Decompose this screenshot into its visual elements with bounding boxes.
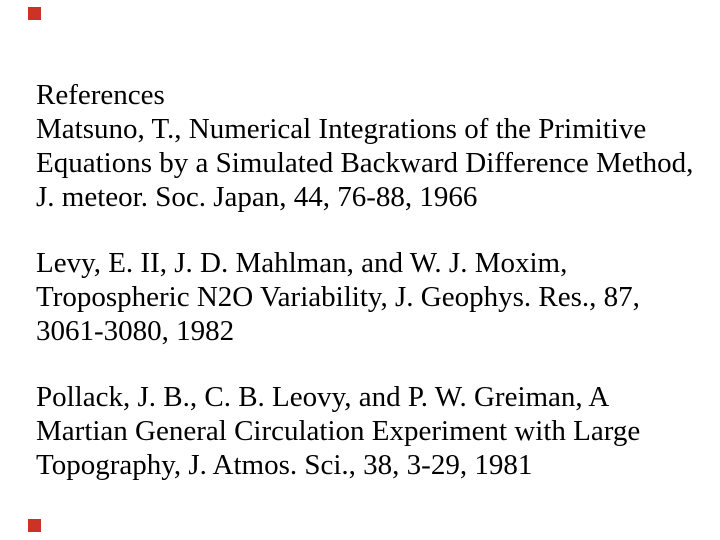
reference-line: J. meteor. Soc. Japan, 44, 76-88, 1966: [36, 181, 478, 213]
accent-square-top: [28, 7, 41, 20]
reference-line: Tropospheric N2O Variability, J. Geophys. Res., 87,: [36, 281, 640, 313]
reference-line: Equations by a Simulated Backward Difference Method,: [36, 147, 694, 179]
reference-line: Pollack, J. B., C. B. Leovy, and P. W. Greiman, A: [36, 381, 610, 413]
reference-entry-matsuno: [36, 112, 696, 214]
references-heading: References: [36, 79, 165, 111]
reference-entry-pollack: [36, 380, 696, 482]
reference-line: Levy, E. II, J. D. Mahlman, and W. J. Moxim,: [36, 247, 568, 279]
reference-entry-levy: [36, 246, 696, 348]
reference-line: Matsuno, T., Numerical Integrations of the Primitive: [36, 113, 647, 145]
reference-line: Martian General Circulation Experiment with Large: [36, 415, 641, 447]
reference-line: 3061-3080, 1982: [36, 315, 235, 347]
accent-square-bottom: [28, 519, 41, 532]
references-text-block: [36, 78, 696, 482]
reference-line: Topography, J. Atmos. Sci., 38, 3-29, 1981: [36, 449, 533, 481]
